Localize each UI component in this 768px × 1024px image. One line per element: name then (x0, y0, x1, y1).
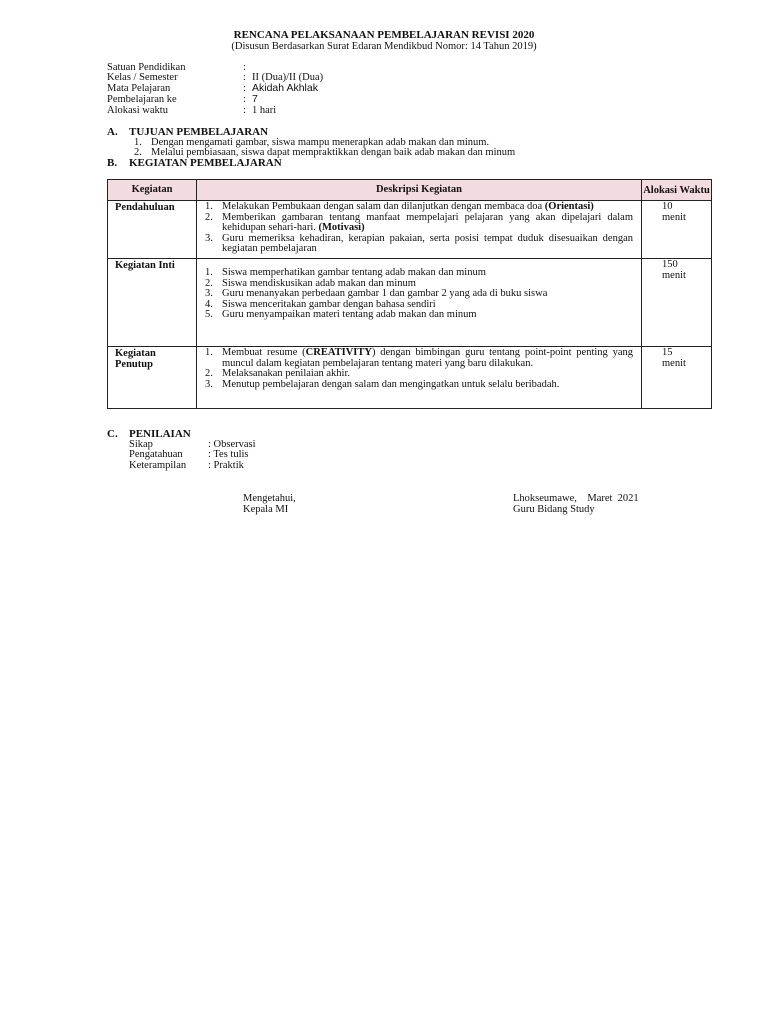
list-item (205, 348, 633, 369)
header-kegiatan: Kegiatan (108, 180, 197, 201)
item-number: 1. (205, 201, 213, 212)
item-emphasis: CREATIVITY (305, 347, 372, 358)
assessment-value: : Observasi (208, 439, 256, 450)
item-text: ) dengan bimbingan guru tentang point-point penting yang muncul dalam kegiatan pembelajaran tentang materi yang baru dilakukan. (222, 347, 634, 369)
item-number: 3. (205, 232, 213, 244)
item-number: 3. (205, 288, 213, 299)
list-item (205, 380, 633, 391)
item-number: 2. (205, 368, 213, 379)
list-item (205, 310, 633, 321)
row-time (642, 347, 712, 409)
info-value: 7 (252, 93, 258, 105)
item-number: 5. (205, 309, 213, 320)
item-text: Siswa menceritakan gambar dengan bahasa sendiri (222, 298, 436, 310)
signature-right-line1: Lhokseumawe, Maret 2021 (513, 493, 639, 504)
list-item (205, 369, 633, 380)
time-value: 150 (662, 259, 678, 270)
signature-right (513, 493, 639, 515)
item-text-pre: Membuat resume ( (222, 347, 306, 358)
info-label: Kelas / Semester (107, 72, 178, 83)
item-text: Siswa memperhatikan gambar tentang adab makan dan minum (222, 267, 486, 278)
info-separator: : (243, 72, 246, 83)
row-time (642, 201, 712, 259)
item-text: Guru menanyakan perbedaan gambar 1 dan gambar 2 yang ada di buku siswa (222, 288, 548, 299)
item-number: 2. (205, 211, 213, 223)
activities-table (107, 179, 712, 409)
row-description (197, 259, 642, 347)
list-item (205, 268, 633, 279)
row-description (197, 347, 642, 409)
document-title: RENCANA PELAKSANAAN PEMBELAJARAN REVISI 2020 (233, 29, 535, 41)
row-label: Kegiatan Inti (108, 259, 197, 347)
row-description (197, 201, 642, 259)
section-b-heading (107, 158, 282, 169)
list-item (205, 213, 633, 234)
item-number: 2. (134, 147, 142, 158)
info-value: II (Dua)/II (Dua) (252, 72, 324, 83)
item-number: 1. (205, 267, 213, 278)
info-value: Akidah Akhlak (252, 82, 318, 94)
item-number: 2. (205, 277, 213, 289)
info-separator: : (243, 62, 246, 73)
item-text: Menutup pembelajaran dengan salam dan mengingatkan untuk selalu beribadah. (222, 378, 560, 390)
item-number: 1. (205, 347, 213, 358)
item-text: Melakukan Pembukaan dengan salam dan dilanjutkan dengan membaca doa (222, 201, 543, 212)
header-alokasi: Alokasi Waktu (642, 180, 712, 201)
assessment-label: Pengatahuan (129, 449, 183, 460)
signature-right-line2: Guru Bidang Study (513, 504, 595, 515)
item-text: Guru menyampaikan materi tentang adab makan dan minum (222, 309, 477, 320)
info-label: Mata Pelajaran (107, 83, 171, 94)
info-label: Alokasi waktu (107, 105, 168, 116)
time-unit: menit (662, 211, 686, 223)
info-separator: : (243, 94, 246, 105)
header-deskripsi: Deskripsi Kegiatan (197, 180, 642, 201)
section-marker: B. (107, 157, 118, 169)
info-separator: : (243, 105, 246, 116)
row-label: Pendahuluan (108, 201, 197, 259)
item-number: 1. (134, 137, 142, 148)
table-row (108, 347, 712, 409)
item-emphasis: (Orientasi) (544, 201, 594, 212)
assessment-label: Sikap (129, 439, 153, 450)
info-separator: : (243, 83, 246, 94)
time-value: 15 (662, 347, 673, 358)
document-subtitle: (Disusun Berdasarkan Surat Edaran Mendikbud Nomor: 14 Tahun 2019) (231, 41, 537, 52)
table-row (108, 201, 712, 259)
item-text: Melaksanakan penilaian akhir. (222, 368, 350, 379)
assessment-value: : Praktik (208, 460, 244, 471)
table-row (108, 259, 712, 347)
item-text: Melalui pembiasaan, siswa dapat mempraktikkan dengan baik adab makan dan minum (151, 147, 516, 158)
row-label: Kegiatan Penutup (108, 347, 197, 409)
info-value: 1 hari (252, 105, 277, 116)
row-time (642, 259, 712, 347)
item-text: Guru memeriksa kehadiran, kerapian pakaian, serta posisi tempat duduk disesuaikan dengan kegiatan pembelajaran (222, 232, 633, 254)
section-marker: C. (107, 428, 118, 440)
item-text: Dengan mengamati gambar, siswa mampu menerapkan adab makan dan minum. (151, 137, 490, 148)
info-label: Satuan Pendidikan (107, 62, 186, 73)
section-title: PENILAIAN (129, 428, 191, 440)
assessment-value: : Tes tulis (208, 449, 249, 460)
list-item (205, 289, 633, 300)
assessment-label: Keterampilan (129, 460, 187, 471)
item-number: 4. (205, 298, 213, 310)
table-header-row (108, 180, 712, 201)
item-number: 3. (205, 378, 213, 390)
section-title: TUJUAN PEMBELAJARAN (129, 126, 269, 138)
item-text: Memberikan gambaran tentang manfaat mempelajari pelajaran yang akan dipelajari dalam kehidupan sehari-hari. (222, 211, 633, 233)
time-value: 10 (662, 201, 673, 212)
item-text: Siswa mendiskusikan adab makan dan minum (222, 277, 416, 289)
section-title: KEGIATAN PEMBELAJARAN (129, 157, 282, 169)
item-emphasis: (Motivasi) (318, 222, 365, 233)
signature-left (243, 493, 296, 515)
section-marker: A. (107, 126, 118, 138)
time-unit: menit (662, 269, 686, 281)
signature-left-line2: Kepala MI (243, 504, 289, 515)
info-label: Pembelajaran ke (107, 94, 177, 105)
time-unit: menit (662, 357, 686, 369)
list-item (205, 234, 633, 255)
signature-left-line1: Mengetahui, (243, 493, 296, 504)
